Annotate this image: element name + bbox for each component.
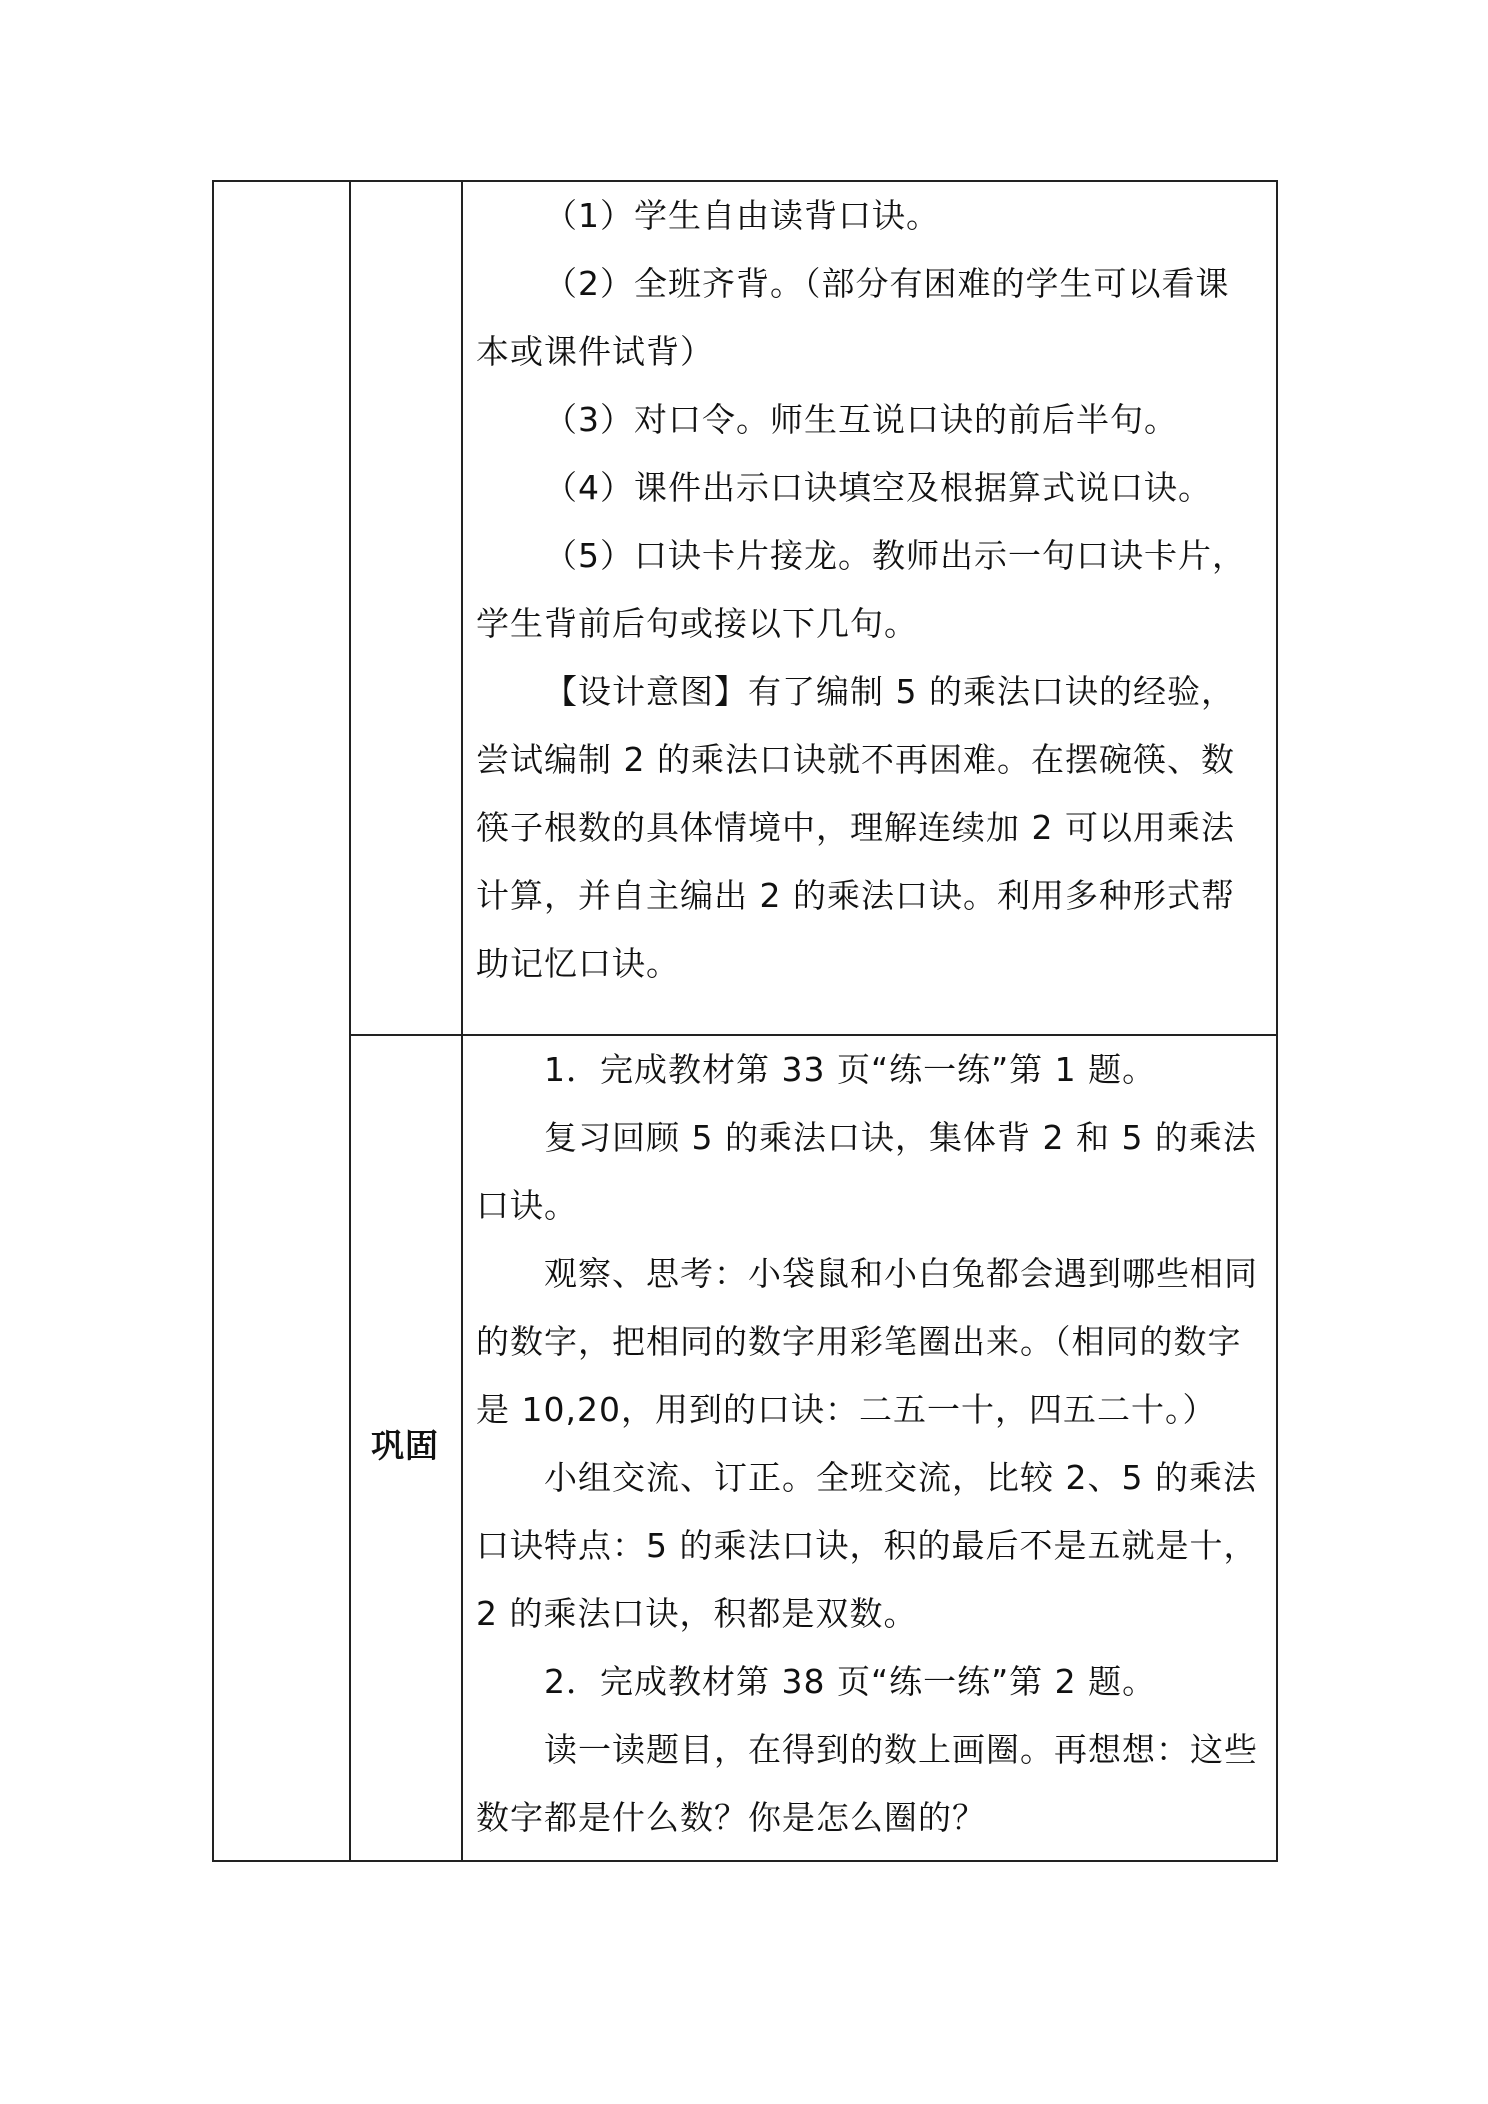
section-label-consolidation: 巩固 <box>371 1426 439 1465</box>
paragraph: （2）全班齐背。（部分有困难的学生可以看课本或课件试背） <box>476 264 1230 371</box>
paragraph: 观察、思考：小袋鼠和小白兔都会遇到哪些相同的数字，把相同的数字用彩笔圈出来。（相同的数字是 10,20，用到的口诀：二五一十，四五二十。） <box>476 1254 1258 1429</box>
paragraph: 小组交流、订正。全班交流，比较 2、5 的乘法口诀特点：5 的乘法口诀，积的最后不是五就是十，2 的乘法口诀，积都是双数。 <box>476 1458 1258 1633</box>
paragraph: 读一读题目，在得到的数上画圈。再想想：这些数字都是什么数？你是怎么圈的？ <box>476 1730 1258 1837</box>
paragraph: （5）口诀卡片接龙。教师出示一句口诀卡片，学生背前后句或接以下几句。 <box>476 536 1246 643</box>
row-2-content-cell <box>476 1036 1262 1852</box>
paragraph: 复习回顾 5 的乘法口诀，集体背 2 和 5 的乘法口诀。 <box>476 1118 1257 1225</box>
paragraph: 2．完成教材第 38 页“练一练”第 2 题。 <box>544 1662 1157 1701</box>
paragraph: （3）对口令。师生互说口诀的前后半句。 <box>544 400 1178 439</box>
paragraph: 1．完成教材第 33 页“练一练”第 1 题。 <box>544 1050 1157 1089</box>
paragraph: （4）课件出示口诀填空及根据算式说口诀。 <box>544 468 1212 507</box>
lesson-plan-table <box>212 180 1278 1862</box>
column-divider-2 <box>461 182 463 1860</box>
column-divider-1 <box>349 182 351 1860</box>
paragraph: （1）学生自由读背口诀。 <box>544 196 940 235</box>
row-1-content-cell <box>476 182 1262 998</box>
paragraph: 【设计意图】有了编制 5 的乘法口诀的经验，尝试编制 2 的乘法口诀就不再困难。在摆碗筷、数筷子根数的具体情境中，理解连续加 2 可以用乘法计算，并自主编出 2 的乘法口诀。利用多种形式帮助记忆口诀。 <box>476 672 1235 983</box>
